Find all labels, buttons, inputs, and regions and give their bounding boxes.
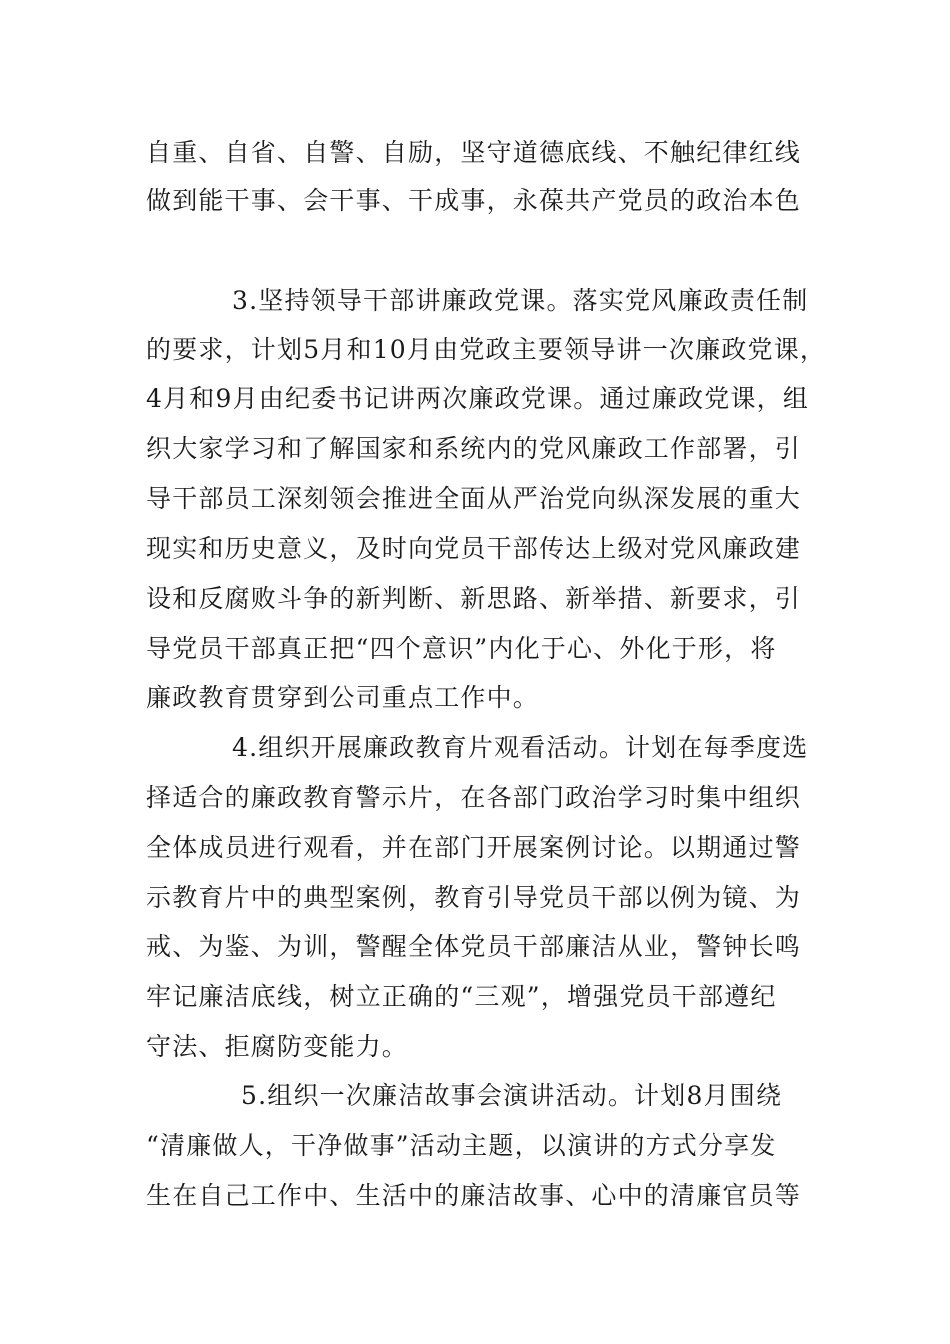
paragraph-line: 守法、拒腐防变能力。 xyxy=(146,1032,409,1061)
item-3-heading-line: 3.坚持领导干部讲廉政党课。落实党风廉政责任制 xyxy=(232,286,809,315)
paragraph-line: 全体成员进行观看，并在部门开展案例讨论。以期通过警 xyxy=(146,833,802,862)
paragraph-line: 设和反腐败斗争的新判断、新思路、新举措、新要求，引 xyxy=(146,584,802,613)
item-4-heading-line: 4.组织开展廉政教育片观看活动。计划在每季度选 xyxy=(232,733,809,762)
paragraph-line: 导干部员工深刻领会推进全面从严治党向纵深发展的重大 xyxy=(146,484,802,513)
paragraph-line: “清廉做人，干净做事”活动主题，以演讲的方式分享发 xyxy=(146,1131,777,1160)
paragraph-line: 导党员干部真正把“四个意识”内化于心、外化于形，将 xyxy=(146,634,777,663)
paragraph-line: 牢记廉洁底线，树立正确的“三观”，增强党员干部遵纪 xyxy=(146,982,777,1011)
paragraph-line: 示教育片中的典型案例，教育引导党员干部以例为镜、为 xyxy=(146,883,802,912)
item-5-heading-line: 5.组织一次廉洁故事会演讲活动。计划8月围绕 xyxy=(241,1081,783,1110)
paragraph-line: 廉政教育贯穿到公司重点工作中。 xyxy=(146,683,540,712)
paragraph-line: 4月和9月由纪委书记讲两次廉政党课。通过廉政党课，组 xyxy=(146,384,810,413)
paragraph-line: 自重、自省、自警、自励，坚守道德底线、不触纪律红线 xyxy=(146,138,802,167)
paragraph-line: 的要求，计划5月和10月由党政主要领导讲一次廉政党课， xyxy=(146,335,827,364)
paragraph-line: 做到能干事、会干事、干成事，永葆共产党员的政治本色 xyxy=(146,186,802,215)
paragraph-line: 生在自己工作中、生活中的廉洁故事、心中的清廉官员等 xyxy=(146,1181,802,1210)
paragraph-line: 现实和历史意义，及时向党员干部传达上级对党风廉政建 xyxy=(146,534,802,563)
paragraph-line: 织大家学习和了解国家和系统内的党风廉政工作部署，引 xyxy=(146,434,802,463)
paragraph-line: 戒、为鉴、为训，警醒全体党员干部廉洁从业，警钟长鸣 xyxy=(146,932,802,961)
paragraph-line: 择适合的廉政教育警示片，在各部门政治学习时集中组织 xyxy=(146,783,802,812)
